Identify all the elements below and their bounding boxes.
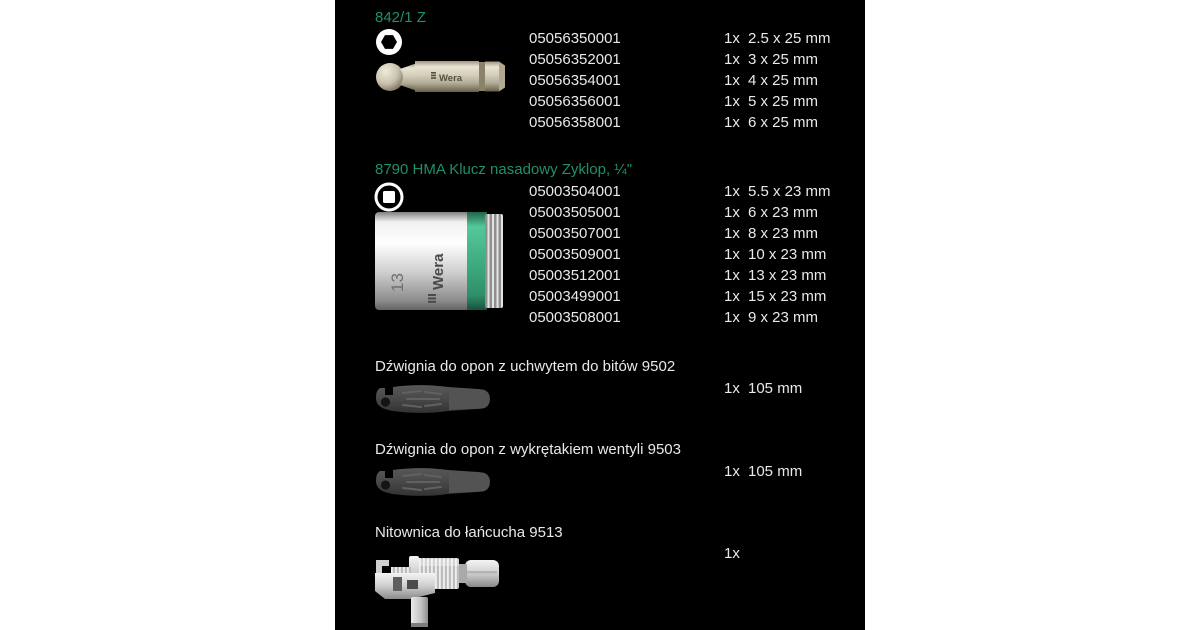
spec-row (335, 94, 865, 115)
spec-row (335, 464, 865, 485)
spec-row (335, 73, 865, 94)
spec-row (335, 115, 865, 136)
socket-brand-label: Wera (430, 253, 447, 290)
product-title: Nitownica do łańcucha 9513 (375, 524, 563, 541)
dimension: 6 x 25 mm (748, 114, 819, 131)
dimension: 2.5 x 25 mm (748, 30, 831, 47)
product-title: Dźwignia do opon z uchwytem do bitów 9502 (375, 358, 676, 375)
dimension: 13 x 23 mm (748, 267, 827, 284)
quantity: 1x (724, 380, 740, 397)
quantity: 1x (724, 114, 740, 131)
spec-row (335, 381, 865, 402)
quantity: 1x (724, 72, 740, 89)
dimension: 105 mm (748, 380, 803, 397)
bit-brand-label: Wera (439, 73, 463, 84)
dimension: 15 x 23 mm (748, 288, 827, 305)
article-number: 05003499001 (529, 288, 621, 305)
dimension: 4 x 25 mm (748, 72, 819, 89)
spec-row (335, 289, 865, 310)
spec-row (335, 268, 865, 289)
article-number: 05056354001 (529, 72, 621, 89)
spec-row (335, 31, 865, 52)
quantity: 1x (724, 30, 740, 47)
product-spec-panel (335, 0, 865, 630)
article-number: 05056356001 (529, 93, 621, 110)
quantity: 1x (724, 246, 740, 263)
article-number: 05003504001 (529, 183, 621, 200)
dimension: 5 x 25 mm (748, 93, 819, 110)
quantity: 1x (724, 93, 740, 110)
quantity: 1x (724, 51, 740, 68)
section-title: 8790 HMA Klucz nasadowy Zyklop, ¼" (375, 161, 633, 178)
article-number: 05003508001 (529, 309, 621, 326)
spec-row (335, 52, 865, 73)
quantity: 1x (724, 183, 740, 200)
quantity: 1x (724, 288, 740, 305)
dimension: 9 x 23 mm (748, 309, 819, 326)
article-number: 05056358001 (529, 114, 621, 131)
dimension: 10 x 23 mm (748, 246, 827, 263)
socket-size-label: 13 (388, 273, 407, 292)
dimension: 3 x 25 mm (748, 51, 819, 68)
dimension: 6 x 23 mm (748, 204, 819, 221)
spec-row (335, 247, 865, 268)
spec-row (335, 546, 865, 567)
article-number: 05003509001 (529, 246, 621, 263)
quantity: 1x (724, 463, 740, 480)
quantity: 1x (724, 267, 740, 284)
article-number: 05056352001 (529, 51, 621, 68)
quantity: 1x (724, 309, 740, 326)
quantity: 1x (724, 204, 740, 221)
product-title: Dźwignia do opon z wykrętakiem wentyli 9503 (375, 441, 681, 458)
spec-row (335, 184, 865, 205)
quantity: 1x (724, 545, 740, 562)
quantity: 1x (724, 225, 740, 242)
spec-row (335, 310, 865, 331)
section-title: 842/1 Z (375, 9, 426, 26)
article-number: 05003505001 (529, 204, 621, 221)
spec-row (335, 205, 865, 226)
article-number: 05003512001 (529, 267, 621, 284)
spec-row (335, 226, 865, 247)
article-number: 05003507001 (529, 225, 621, 242)
dimension: 8 x 23 mm (748, 225, 819, 242)
dimension: 105 mm (748, 463, 803, 480)
dimension: 5.5 x 23 mm (748, 183, 831, 200)
article-number: 05056350001 (529, 30, 621, 47)
